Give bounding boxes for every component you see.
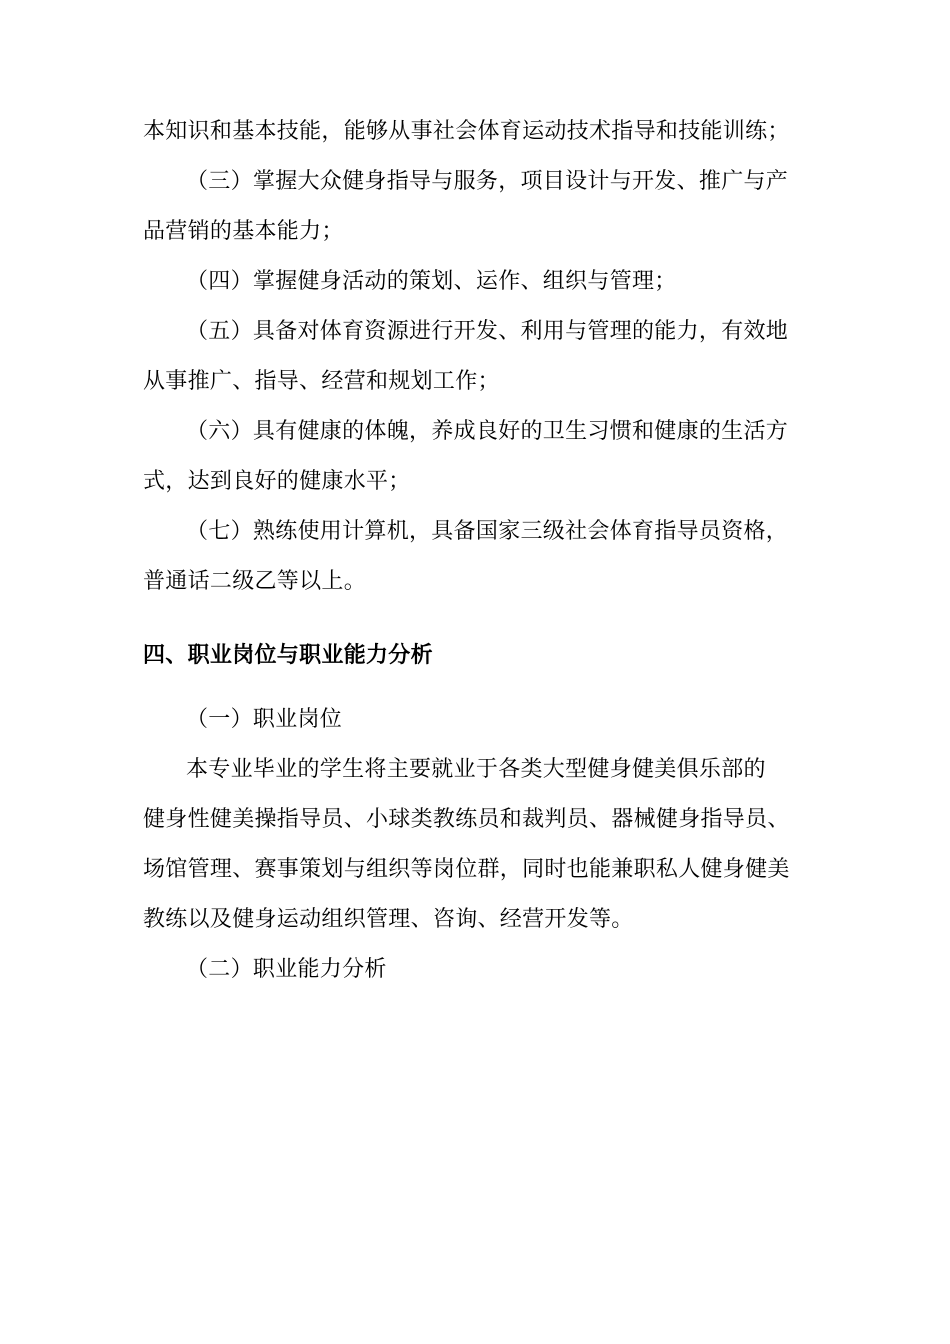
subsection-title-2: （二）职业能力分析 [186, 957, 387, 982]
item-3-line-2: 品营销的基本能力； [143, 219, 344, 244]
item-5-line-1: （五）具备对体育资源进行开发、利用与管理的能力，有效地 [186, 319, 789, 344]
body-line-2: 健身性健美操指导员、小球类教练员和裁判员、器械健身指导员、 [143, 807, 790, 832]
body-line-4: 教练以及健身运动组织管理、咨询、经营开发等。 [143, 907, 634, 932]
item-5-line-2: 从事推广、指导、经营和规划工作； [143, 369, 500, 394]
body-line-3: 场馆管理、赛事策划与组织等岗位群，同时也能兼职私人健身健美 [143, 857, 790, 882]
item-6-line-1: （六）具有健康的体魄，养成良好的卫生习惯和健康的生活方 [186, 419, 789, 444]
item-3-line-1: （三）掌握大众健身指导与服务，项目设计与开发、推广与产 [186, 169, 789, 194]
item-7-line-1: （七）熟练使用计算机，具备国家三级社会体育指导员资格， [186, 519, 789, 544]
paragraph-line: 本知识和基本技能，能够从事社会体育运动技术指导和技能训练； [143, 119, 790, 144]
body-line-1: 本专业毕业的学生将主要就业于各类大型健身健美俱乐部的 [186, 757, 766, 782]
item-7-line-2: 普通话二级乙等以上。 [143, 569, 367, 594]
section-heading: 四、职业岗位与职业能力分析 [143, 643, 433, 668]
item-6-line-2: 式，达到良好的健康水平； [143, 469, 411, 494]
subsection-title-1: （一）职业岗位 [186, 707, 343, 732]
item-4-line-1: （四）掌握健身活动的策划、运作、组织与管理； [186, 269, 677, 294]
